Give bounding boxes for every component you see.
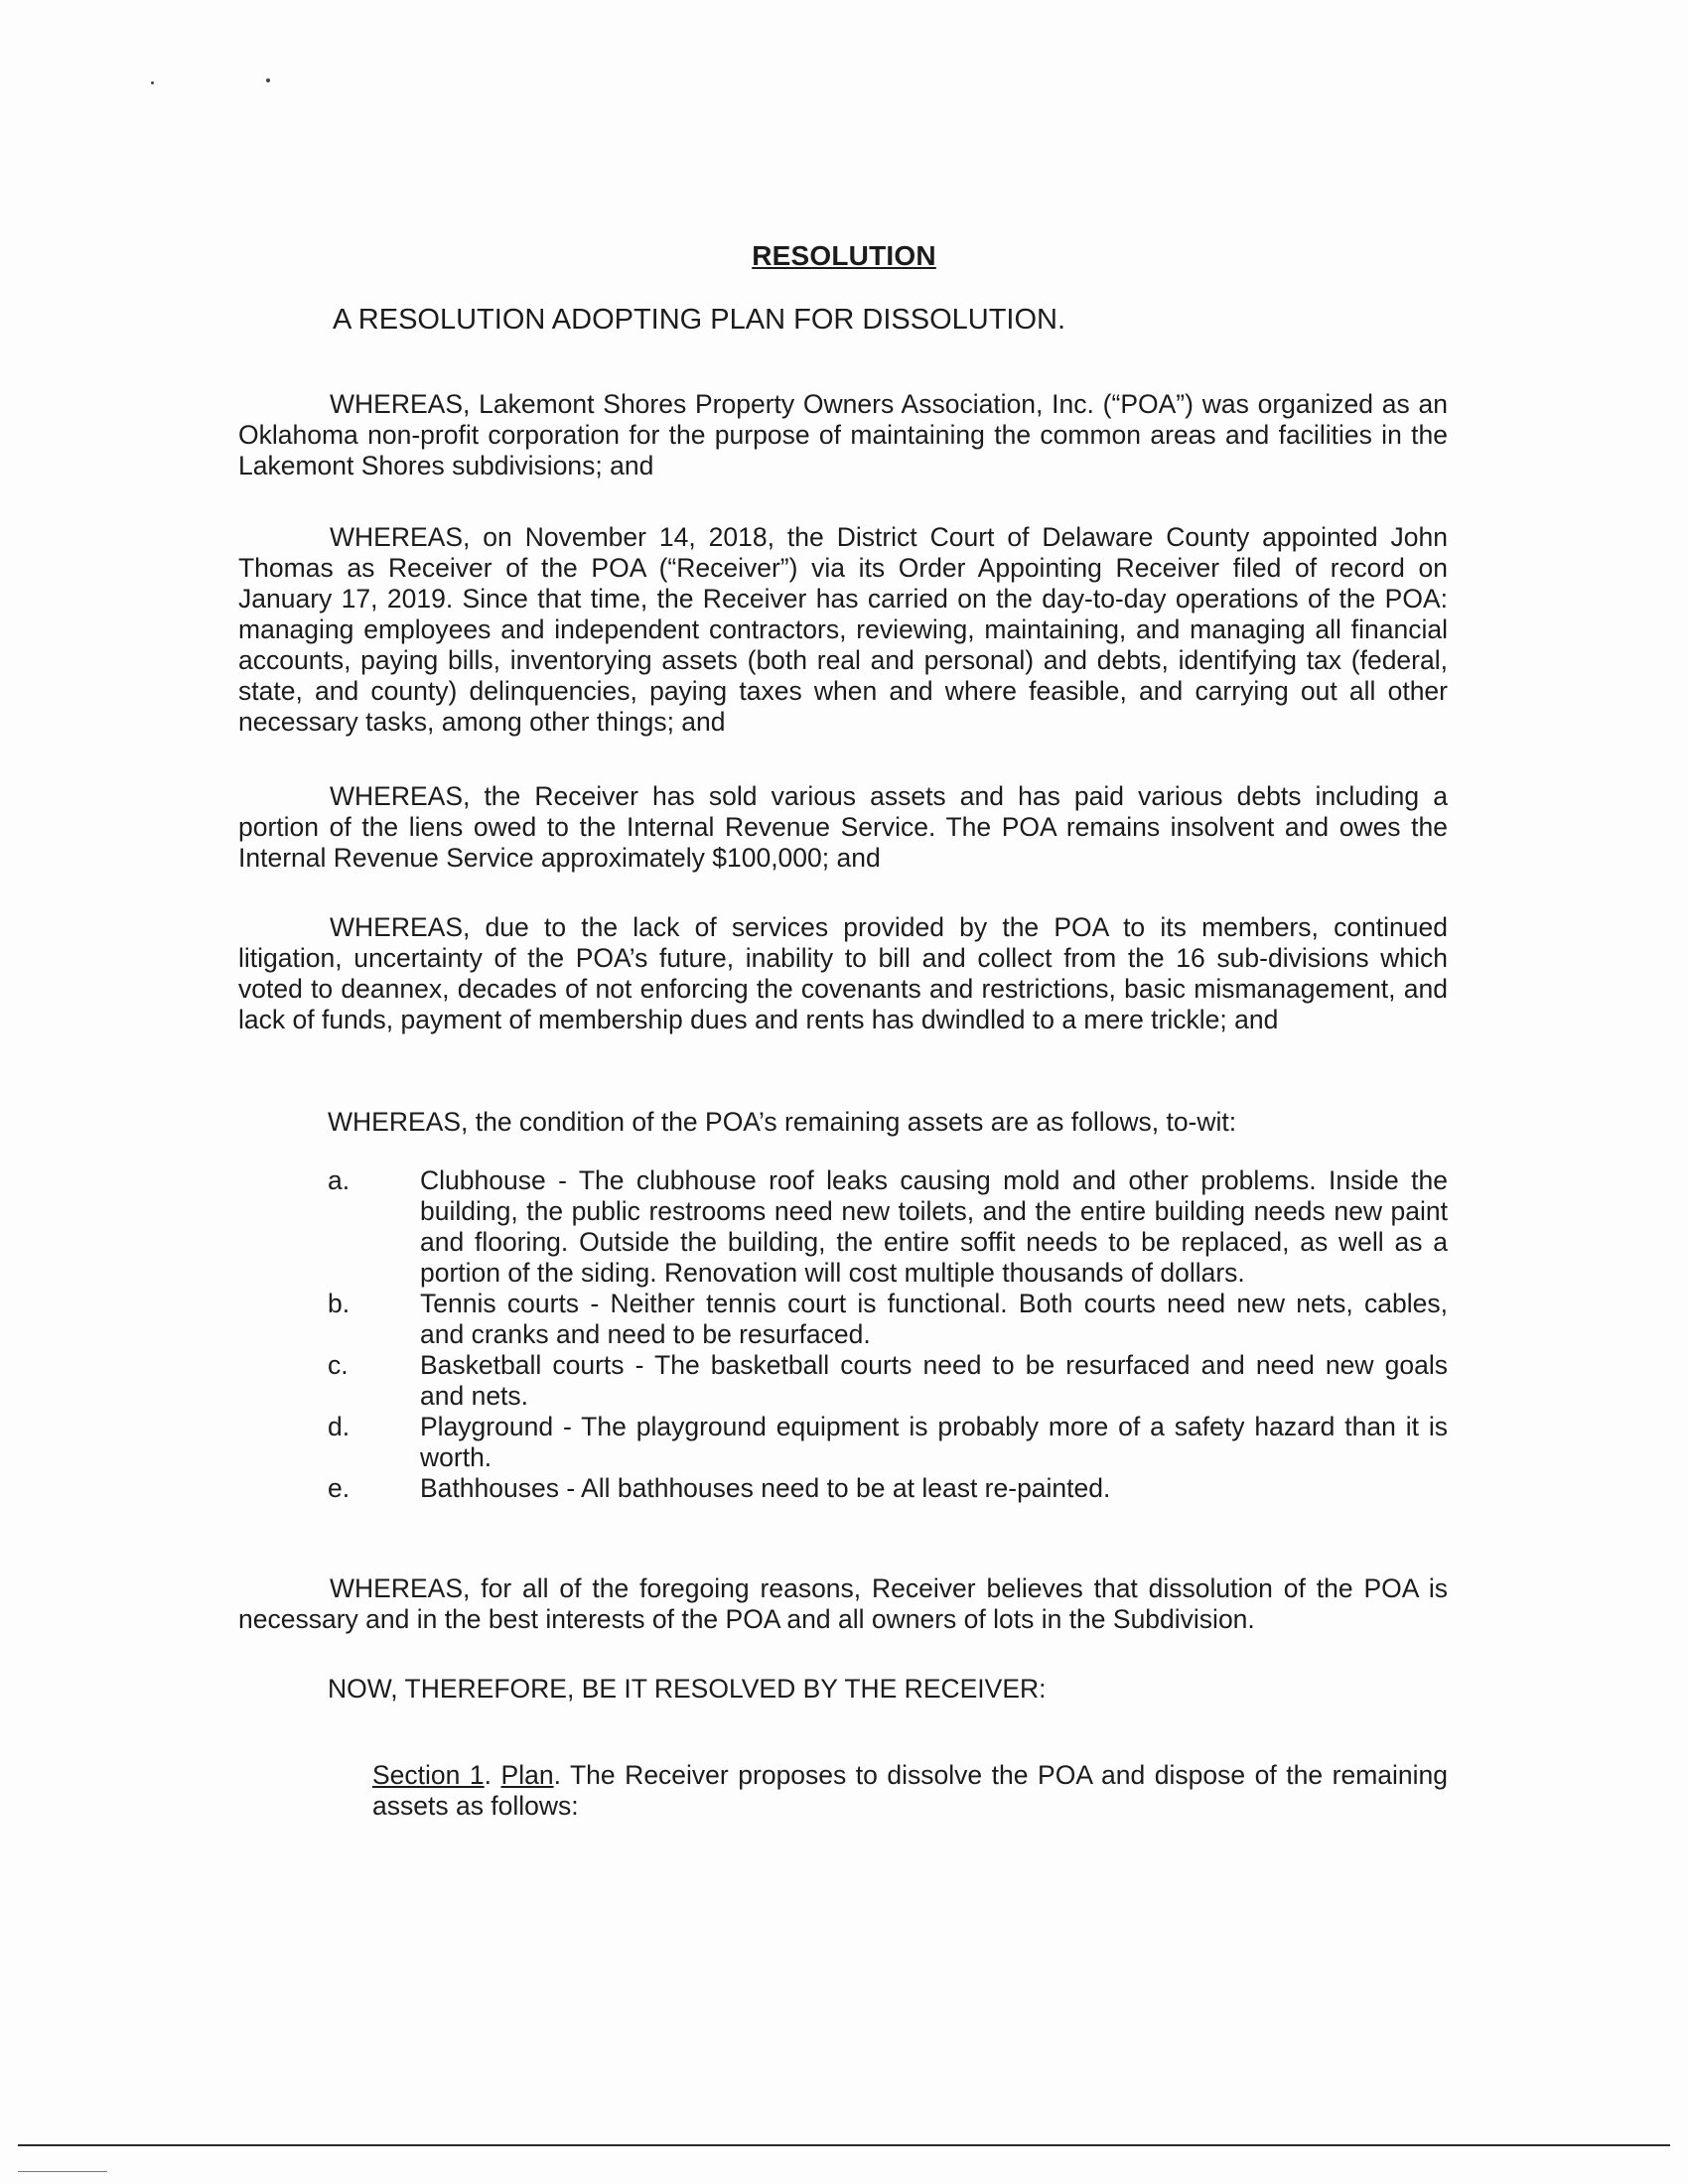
list-item-text: Playground - The playground equipment is probably more of a safety hazard than it is worth. bbox=[420, 1412, 1448, 1472]
list-marker: d. bbox=[328, 1412, 351, 1441]
list-marker: a. bbox=[328, 1165, 351, 1195]
section-1: Section 1. Plan. The Receiver proposes to dissolve the POA and dispose of the remaining assets as follows: bbox=[372, 1760, 1448, 1821]
whereas-paragraph-1: WHEREAS, Lakemont Shores Property Owners Association, Inc. (“POA”) was organized as an Oklahoma non-profit corporation for the purpose of maintaining the common areas and facilities in the Lakemont Shores subdivisions; and bbox=[238, 389, 1448, 480]
list-marker: c. bbox=[328, 1350, 349, 1380]
scan-speck bbox=[151, 81, 154, 84]
whereas-paragraph-3: WHEREAS, the Receiver has sold various assets and has paid various debts including a portion of the liens owed to the Internal Revenue Service. The POA remains insolvent and owes the Internal Revenue Service approximately $100,000; and bbox=[238, 781, 1448, 873]
document-subtitle: A RESOLUTION ADOPTING PLAN FOR DISSOLUTION. bbox=[333, 304, 1066, 336]
list-item-text: Bathhouses - All bathhouses need to be at least re-painted. bbox=[420, 1473, 1111, 1503]
footer-mark bbox=[18, 2171, 107, 2172]
whereas-paragraph-4: WHEREAS, due to the lack of services provided by the POA to its members, continued litigation, uncertainty of the POA’s future, inability to bill and collect from the 16 sub-divisions which voted to deannex, decades of not enforcing the covenants and restrictions, basic mismanagement, and lack of funds, payment of membership dues and rents has dwindled to a mere trickle; and bbox=[238, 912, 1448, 1034]
section-1-label: Section 1 bbox=[372, 1760, 485, 1790]
list-item bbox=[328, 1165, 1448, 1289]
list-item-text: Tennis courts - Neither tennis court is functional. Both courts need new nets, cables, and cranks and need to be resurfaced. bbox=[420, 1289, 1448, 1349]
whereas-paragraph-5: WHEREAS, the condition of the POA’s remaining assets are as follows, to-wit: bbox=[328, 1107, 1237, 1137]
list-item bbox=[328, 1289, 1448, 1350]
resolved-statement: NOW, THEREFORE, BE IT RESOLVED BY THE RECEIVER: bbox=[328, 1674, 1047, 1704]
scan-speck bbox=[266, 78, 270, 82]
list-item-text: Clubhouse - The clubhouse roof leaks causing mold and other problems. Inside the building, the public restrooms need new toilets, and the entire building needs new paint and flooring. Outside the building, the entire soffit needs to be replaced, as well as a portion of the siding. Renovation will cost multiple thousands of dollars. bbox=[420, 1165, 1448, 1288]
list-marker: e. bbox=[328, 1473, 351, 1503]
list-marker: b. bbox=[328, 1289, 351, 1318]
asset-list bbox=[328, 1165, 1448, 1504]
list-item bbox=[328, 1412, 1448, 1473]
footer-divider bbox=[18, 2144, 1670, 2146]
whereas-paragraph-2: WHEREAS, on November 14, 2018, the District Court of Delaware County appointed John Thomas as Receiver of the POA (“Receiver”) via its Order Appointing Receiver filed of record on January 17, 2019. Since that time, the Receiver has carried on the day-to-day operations of the POA: managing employees and independent contractors, reviewing, maintaining, and managing all financial accounts, paying bills, inventorying assets (both real and personal) and debts, identifying tax (federal, state, and county) delinquencies, paying taxes when and where feasible, and carrying out all other necessary tasks, among other things; and bbox=[238, 522, 1448, 737]
section-1-text: . The Receiver proposes to dissolve the POA and dispose of the remaining assets as follows: bbox=[372, 1760, 1448, 1821]
list-item bbox=[328, 1350, 1448, 1412]
document-title: RESOLUTION bbox=[752, 240, 936, 271]
section-1-heading: Plan bbox=[500, 1760, 554, 1790]
list-item-text: Basketball courts - The basketball courts need to be resurfaced and need new goals and nets. bbox=[420, 1350, 1448, 1411]
list-item bbox=[328, 1473, 1448, 1504]
whereas-paragraph-6: WHEREAS, for all of the foregoing reasons, Receiver believes that dissolution of the POA is necessary and in the best interests of the POA and all owners of lots in the Subdivision. bbox=[238, 1573, 1448, 1634]
